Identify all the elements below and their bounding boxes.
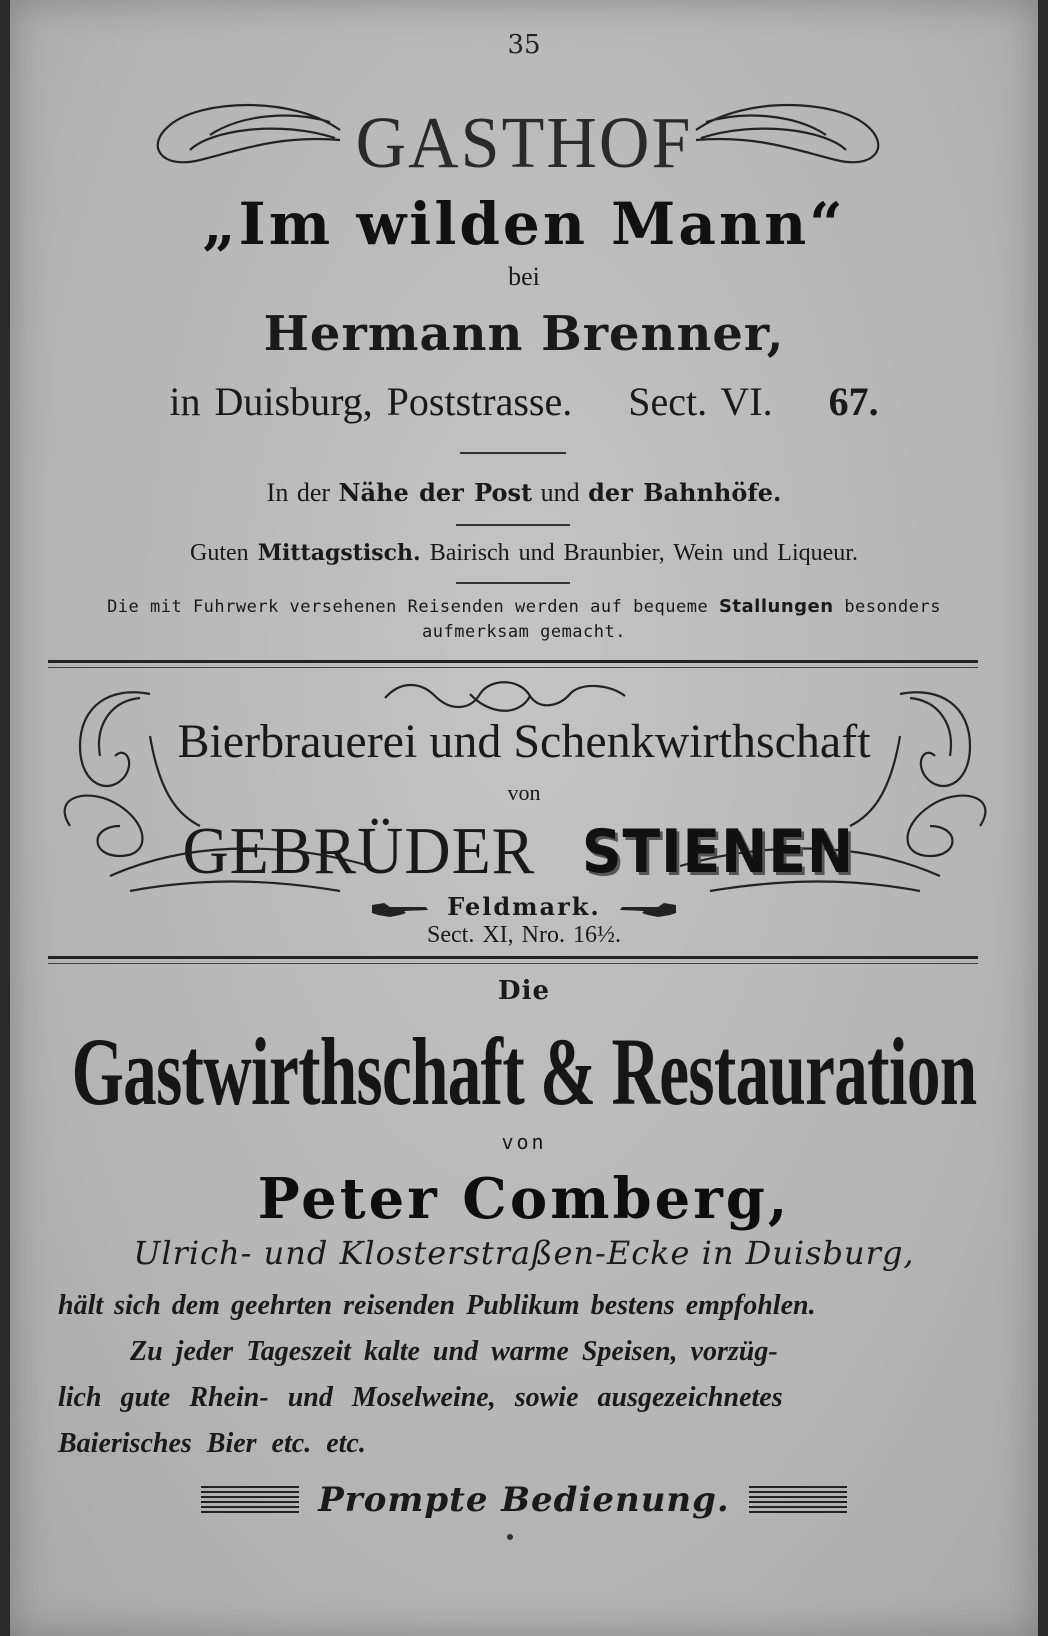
- restaurant-address: Ulrich- und Klosterstraßen-Ecke in Duisburg,: [133, 1234, 915, 1272]
- offer-line-2: lich gute Rhein- und Moselweine, sowie ausgezeichnetes: [58, 1382, 783, 1413]
- brewery-location: [10, 892, 1038, 921]
- owner-light: GEBRÜDER: [182, 813, 536, 888]
- page-number: 35: [507, 30, 541, 60]
- feldmark-text: Feldmark.: [447, 892, 601, 921]
- address-street: in Duisburg, Poststrasse.: [169, 379, 573, 424]
- gasthof-title: GASTHOF: [355, 103, 693, 184]
- drinks-text: Bairisch und Braunbier, Wein und Liqueur.: [429, 540, 858, 566]
- decorative-lines-right-icon: [749, 1486, 847, 1514]
- divider: [456, 582, 570, 584]
- address-sect: Sect. VI.: [628, 379, 773, 424]
- section-divider: [48, 660, 978, 668]
- slogan-text: Prompte Bedienung.: [318, 1480, 730, 1520]
- owner-name: Hermann Brenner,: [263, 306, 785, 362]
- divider: [460, 452, 566, 454]
- naehe-bahnhoefe: der Bahnhöfe.: [588, 478, 782, 507]
- stable-note-line2: aufmerksam gemacht.: [422, 622, 626, 642]
- offer-line-3: Baierisches Bier etc. etc.: [58, 1428, 366, 1459]
- offer-line-1: Zu jeder Tageszeit kalte und warme Speisen, vorzüg-: [130, 1336, 778, 1367]
- slogan-line: [10, 1480, 1038, 1520]
- pointing-hand-right-icon: [370, 897, 430, 921]
- brewery-title: Bierbrauerei und Schenkwirthschaft: [177, 715, 871, 768]
- mittagstisch-text: Mittagstisch.: [257, 540, 421, 566]
- naehe-post: Nähe der Post: [338, 478, 533, 507]
- brewery-owner: [10, 814, 1038, 888]
- address-number: 67.: [828, 379, 879, 424]
- inn-name: „Im wilden Mann“: [202, 190, 846, 258]
- owner-bold: STIENEN: [581, 817, 854, 887]
- section-divider: [48, 956, 978, 964]
- naehe-mid: und: [540, 478, 580, 507]
- divider: [456, 524, 570, 526]
- brewery-section: Sect. XI, Nro. 16½.: [427, 922, 621, 948]
- inn-address: [10, 378, 1038, 425]
- restaurant-owner: Peter Comberg,: [257, 1166, 791, 1232]
- menu-note: [10, 540, 1038, 567]
- bei-text: bei: [508, 262, 540, 291]
- restaurant-title: Gastwirthschaft & Restauration: [71, 1018, 977, 1125]
- decorative-lines-left-icon: [201, 1486, 299, 1514]
- von-text-2: von: [501, 1130, 547, 1154]
- recommendation-line: hält sich dem geehrten reisenden Publikum bestens empfohlen.: [58, 1290, 816, 1321]
- stable-pre: Die mit Fuhrwerk versehenen Reisenden werden auf bequeme: [107, 597, 709, 617]
- ink-dot-icon: [507, 1534, 513, 1540]
- location-note: [10, 478, 1038, 508]
- naehe-pre: In der: [266, 478, 331, 507]
- pointing-hand-left-icon: [618, 897, 678, 921]
- stable-note: [10, 596, 1038, 617]
- guten-text: Guten: [190, 540, 249, 566]
- von-text: von: [507, 780, 541, 805]
- stable-post: besonders: [844, 597, 941, 617]
- stallungen-text: Stallungen: [718, 596, 834, 617]
- die-text: Die: [498, 976, 550, 1006]
- document-page: [10, 0, 1038, 1636]
